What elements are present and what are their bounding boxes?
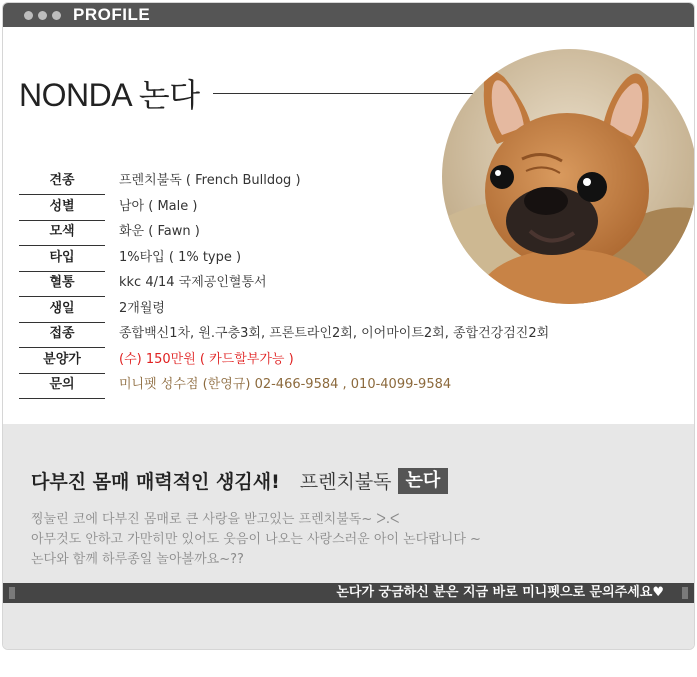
info-row-value: (수) 150만원 ( 카드할부가능 ) — [119, 351, 294, 367]
profile-card — [2, 2, 695, 650]
promo-name-badge: 논다 — [398, 468, 449, 494]
banner-left-tab — [9, 587, 15, 599]
info-row-value: 1%타입 ( 1% type ) — [119, 249, 242, 265]
info-row-label: 문의 — [19, 374, 105, 399]
promo-description-line: 논다와 함께 하루종일 놀아볼까요~?? — [31, 552, 244, 567]
info-row-label: 타입 — [19, 247, 105, 272]
promo-description-line: 아무것도 안하고 가만히만 있어도 웃음이 나오는 사랑스러운 아이 논다랍니다 ~ — [31, 532, 481, 547]
info-row-label: 견종 — [19, 170, 105, 195]
banner-right-tab — [682, 587, 688, 599]
info-row-label: 혈통 — [19, 272, 105, 297]
info-row-value: 남아 ( Male ) — [119, 198, 198, 214]
french-bulldog-illustration — [442, 49, 695, 304]
info-row-value: 화운 ( Fawn ) — [119, 224, 200, 239]
header-dots — [24, 11, 61, 20]
info-row-value: 2개월령 — [119, 300, 165, 316]
header-dot — [38, 11, 47, 20]
promo-headline — [31, 467, 448, 494]
info-row-label: 접종 — [19, 323, 105, 348]
puppy-name-title: NONDA 논다 — [19, 77, 200, 113]
promo-description-line: 찡눌린 코에 다부진 몸매로 큰 사랑을 받고있는 프렌치불독~ ᐳ.ᐸ — [31, 512, 400, 527]
contact-banner-text: 논다가 궁금하신 분은 지금 바로 미니펫으로 문의주세요♥ — [336, 585, 664, 600]
info-row-value: kkc 4/14 국제공인혈통서 — [119, 275, 267, 290]
info-row-value: 종합백신1차, 원.구충3회, 프론트라인2회, 이어마이트2회, 종합건강검진2회 — [119, 326, 550, 341]
info-row-value: 미니펫 성수점 (한영규) 02-466-9584 , 010-4099-9584 — [119, 377, 452, 392]
header-title: PROFILE — [73, 5, 151, 24]
info-row-label: 생일 — [19, 298, 105, 323]
info-row-label: 모색 — [19, 221, 105, 246]
info-row-label: 성별 — [19, 196, 105, 221]
info-row-label: 분양가 — [19, 349, 105, 374]
profile-header-bar — [3, 3, 694, 27]
title-divider-line — [213, 93, 473, 94]
promo-section — [3, 424, 694, 649]
promo-headline-breed: 프렌치불독 — [299, 471, 392, 493]
header-dot — [52, 11, 61, 20]
promo-headline-main: 다부진 몸매 매력적인 생김새! — [31, 471, 280, 493]
contact-banner — [3, 583, 694, 603]
promo-description — [31, 510, 481, 570]
info-row-value: 프렌치불독 ( French Bulldog ) — [119, 173, 301, 188]
puppy-photo — [442, 49, 695, 304]
header-dot — [24, 11, 33, 20]
